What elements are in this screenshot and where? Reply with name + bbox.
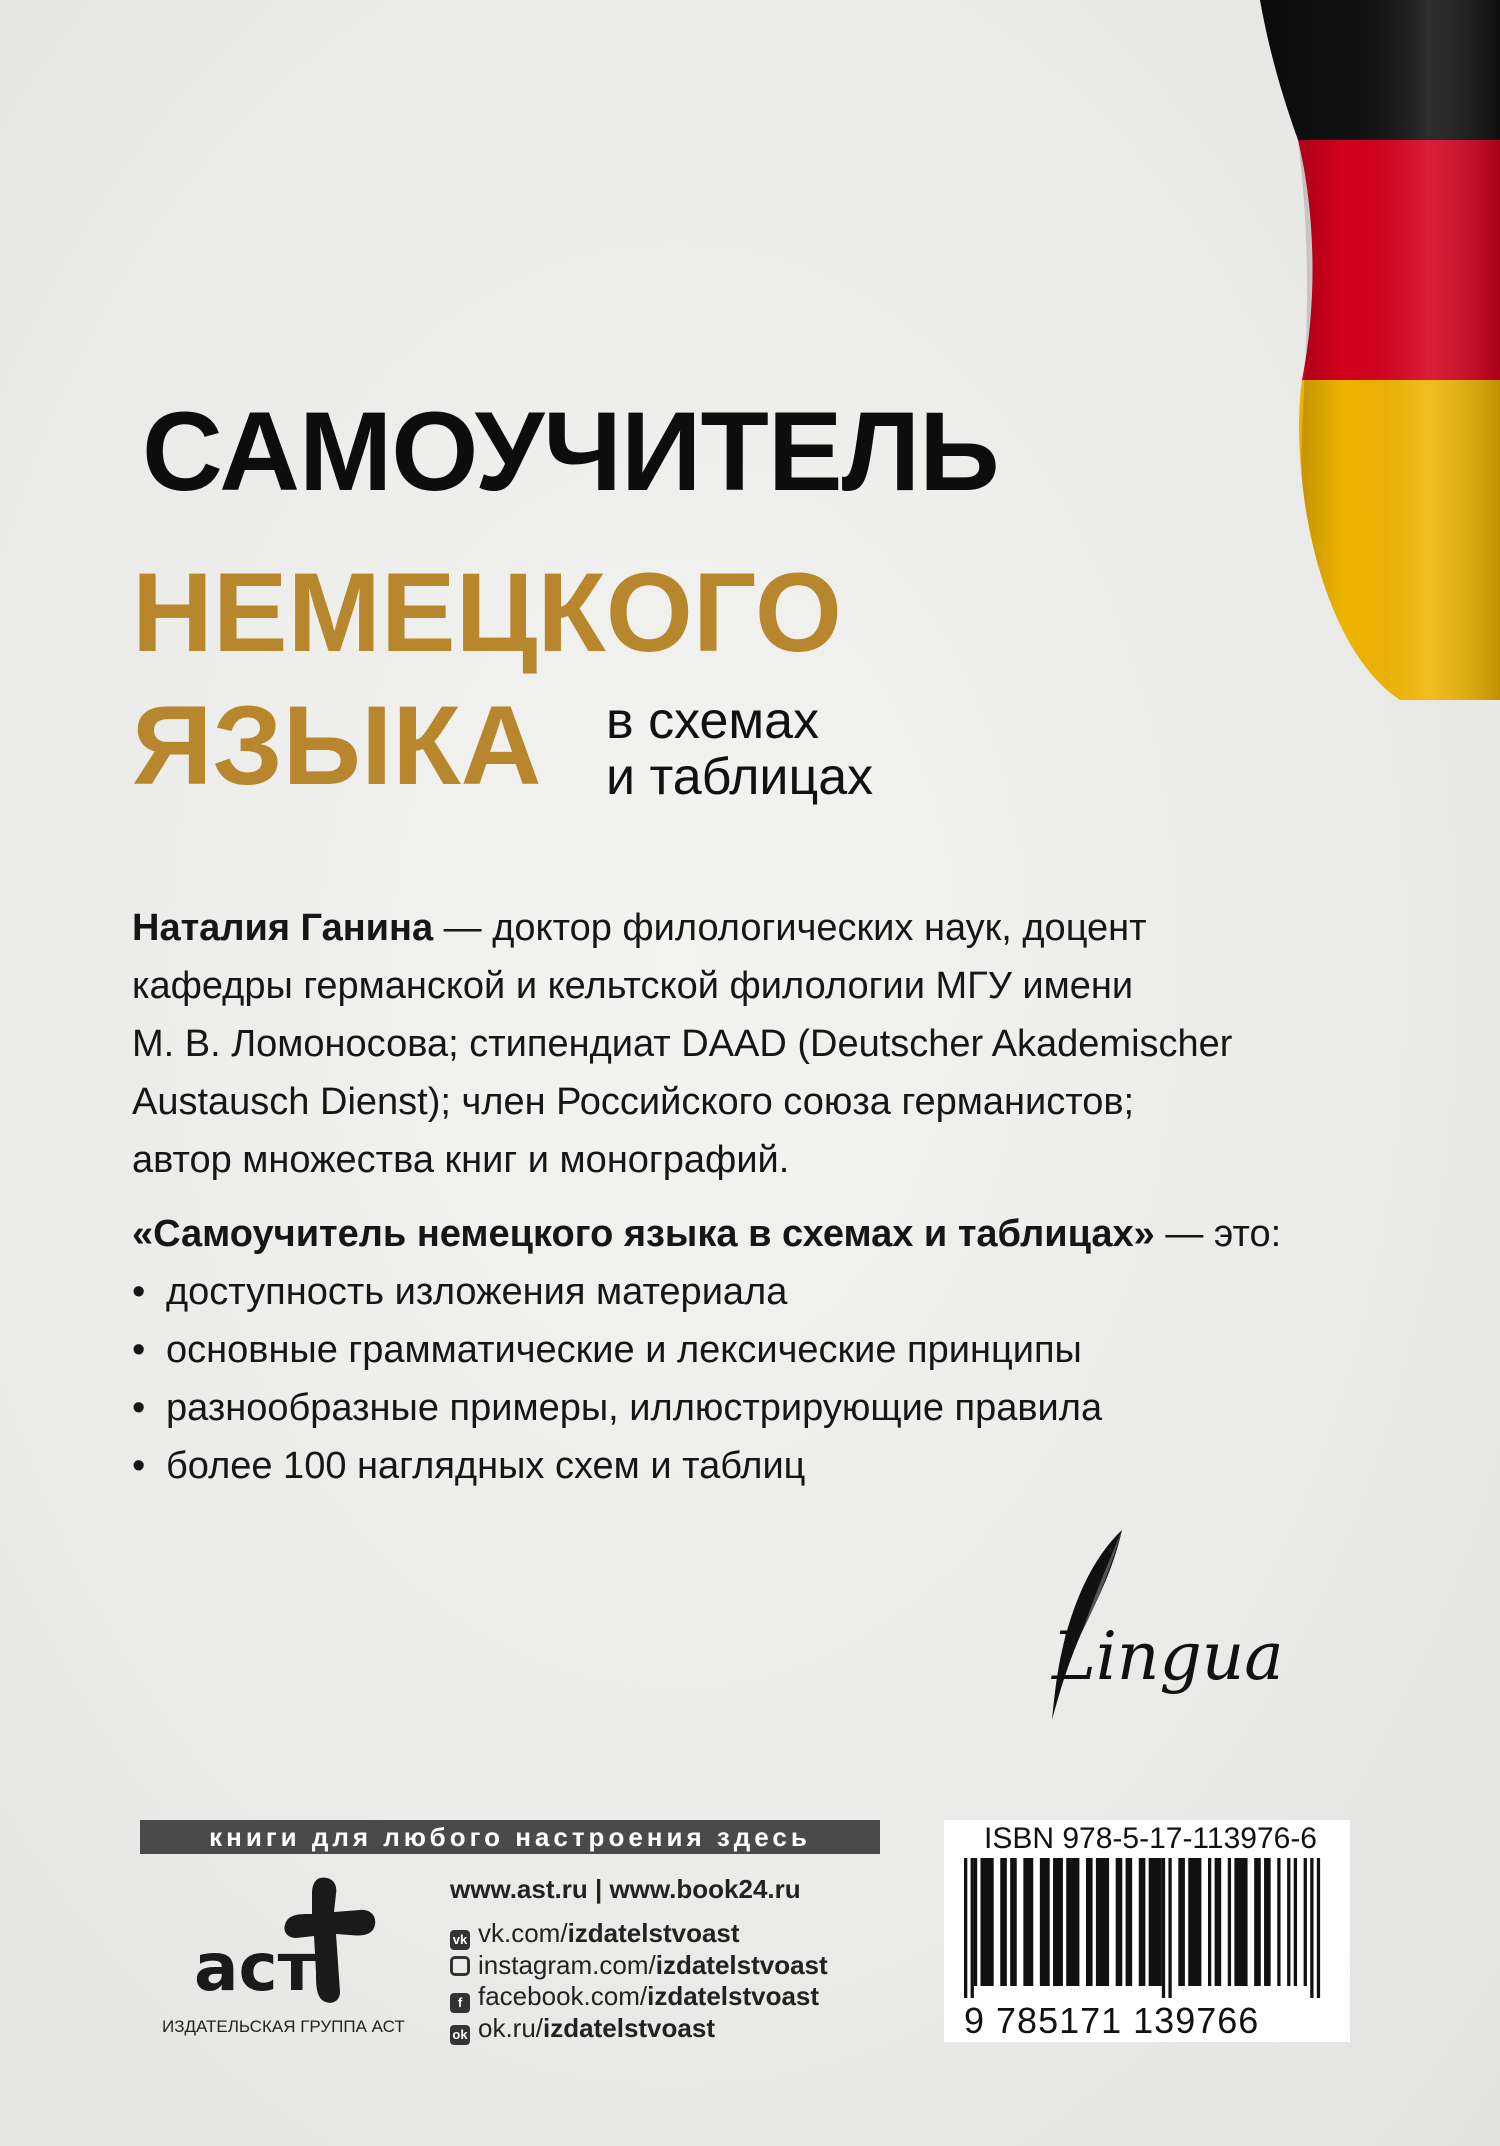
barcode-bar xyxy=(1126,1858,1133,1986)
social-links xyxy=(450,1918,828,2045)
bullet-icon: • xyxy=(132,1329,146,1371)
bullet-icon: • xyxy=(132,1271,146,1313)
barcode-bar xyxy=(1264,1858,1271,1986)
ok-icon: ok xyxy=(450,2025,470,2045)
barcode-bar xyxy=(971,1858,974,1998)
isbn-label: ISBN 978-5-17-113976-6 xyxy=(984,1822,1317,1855)
barcode-digits: 9 785171 139766 xyxy=(964,2000,1260,2041)
author-bio xyxy=(132,899,1362,1189)
feature-item-text: доступность изложения материала xyxy=(166,1271,788,1313)
social-link-handle: izdatelstvoast xyxy=(543,2013,715,2043)
barcode-bar xyxy=(1208,1858,1211,1986)
facebook-icon: f xyxy=(450,1993,470,2013)
social-link-prefix: facebook.com/ xyxy=(478,1981,648,2011)
barcode-bar xyxy=(964,1858,967,1998)
bullet-icon: • xyxy=(132,1445,146,1487)
barcode-bar xyxy=(1168,1858,1171,1998)
barcode-bar xyxy=(974,1858,977,1986)
social-link-vk xyxy=(450,1918,828,1950)
subtitle-line-1: в схемах xyxy=(606,692,820,750)
barcode-image xyxy=(964,1858,1330,1998)
title-line-1: САМОУЧИТЕЛЬ xyxy=(142,389,999,514)
social-link-facebook xyxy=(450,1981,828,2013)
barcode-bar xyxy=(1040,1858,1050,1986)
barcode-bar xyxy=(1010,1858,1017,1986)
barcode-bar xyxy=(1096,1858,1109,1986)
bullet-icon: • xyxy=(132,1387,146,1429)
bio-line-4: Austausch Dienst); член Российского союза германистов; xyxy=(132,1081,1135,1123)
bio-line-1-text: — доктор филологических наук, доцент xyxy=(433,907,1147,949)
barcode-bar xyxy=(1310,1858,1313,1998)
publisher-websites: www.ast.ru | www.book24.ru xyxy=(450,1874,801,1904)
bio-line-5: автор множества книг и монографий. xyxy=(132,1139,790,1181)
social-link-instagram xyxy=(450,1950,828,1981)
feature-item xyxy=(132,1263,1102,1321)
bio-line-1 xyxy=(132,899,1362,957)
barcode-bar xyxy=(1228,1858,1231,1986)
barcode-bar xyxy=(1178,1858,1185,1986)
publisher-tagline: книги для любого настроения здесь xyxy=(140,1820,880,1854)
isbn-barcode-block xyxy=(944,1820,1350,2042)
barcode-bar xyxy=(1234,1858,1247,1986)
feature-item xyxy=(132,1437,1102,1495)
features-intro-text: — это: xyxy=(1154,1213,1282,1255)
barcode-bar xyxy=(1188,1858,1201,1986)
ast-logo-text: аст xyxy=(194,1929,316,2006)
barcode-bar xyxy=(1317,1858,1320,1998)
subtitle-line-2: и таблицах xyxy=(606,748,874,806)
title-line-3: ЯЗЫКА xyxy=(132,683,542,808)
barcode-bar xyxy=(1086,1858,1093,1986)
barcode-bar xyxy=(1053,1858,1063,1986)
social-link-prefix: vk.com/ xyxy=(478,1918,568,1948)
barcode-bar xyxy=(1139,1858,1146,1986)
barcode-bar xyxy=(1000,1858,1007,1986)
barcode-bar xyxy=(1116,1858,1123,1986)
feature-item-text: разнообразные примеры, иллюстрирующие правила xyxy=(166,1387,1103,1429)
barcode-bar xyxy=(980,1858,993,1986)
author-name: Наталия Ганина xyxy=(132,907,434,949)
social-link-ok xyxy=(450,2013,828,2045)
barcode-bar xyxy=(1277,1858,1280,1986)
barcode-bar xyxy=(1287,1858,1290,1986)
barcode-bar xyxy=(1066,1858,1079,1986)
lingua-logo-text: Lingua xyxy=(1052,1618,1284,1695)
ast-logo xyxy=(190,1872,390,2012)
bio-line-2: кафедры германской и кельтской филологии МГУ имени xyxy=(132,965,1134,1007)
social-link-handle: izdatelstvoast xyxy=(647,1981,820,2011)
bio-line-3: М. В. Ломоносова; стипендиат DAAD (Deutscher Akademischer xyxy=(132,1023,1233,1065)
barcode-bar xyxy=(1304,1858,1307,1986)
social-link-prefix: ok.ru/ xyxy=(478,2013,544,2043)
barcode-bar xyxy=(1149,1858,1162,1986)
vk-icon: vk xyxy=(450,1930,470,1950)
features-list xyxy=(132,1263,1102,1495)
barcode-bar xyxy=(1254,1858,1261,1986)
title-line-2: НЕМЕЦКОГО xyxy=(132,550,843,675)
barcode-bar xyxy=(1215,1858,1222,1986)
social-link-handle: izdatelstvoast xyxy=(655,1950,828,1980)
barcode-bar xyxy=(1023,1858,1033,1986)
feature-item-text: более 100 наглядных схем и таблиц xyxy=(166,1445,806,1487)
social-link-handle: izdatelstvoast xyxy=(567,1918,740,1948)
features-intro xyxy=(132,1205,1281,1263)
feature-item-text: основные грамматические и лексические принципы xyxy=(166,1329,1082,1371)
feature-item xyxy=(132,1321,1102,1379)
german-flag-image xyxy=(1240,0,1500,700)
barcode-bar xyxy=(1294,1858,1297,1986)
barcode-bar xyxy=(1162,1858,1165,1998)
publisher-name: ИЗДАТЕЛЬСКАЯ ГРУППА АСТ xyxy=(162,2017,405,2036)
instagram-icon xyxy=(450,1956,470,1976)
feature-item xyxy=(132,1379,1102,1437)
social-link-prefix: instagram.com/ xyxy=(478,1950,656,1980)
features-book-title: «Самоучитель немецкого языка в схемах и таблицах» xyxy=(132,1213,1155,1255)
subtitle xyxy=(606,693,873,805)
